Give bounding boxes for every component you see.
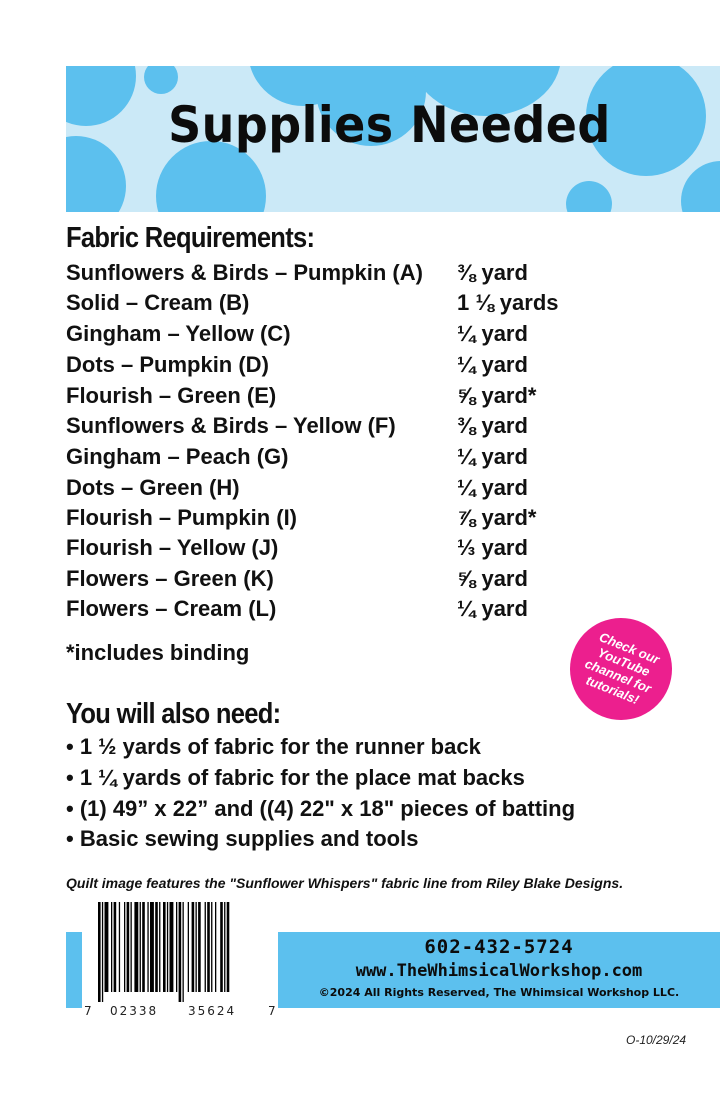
fabric-name: Sunflowers & Birds – Yellow (F) [66,413,396,438]
fabric-amount: ¼ yard [457,596,528,621]
fabric-amount: ⅜ yard [457,413,528,438]
list-item: • 1 ½ yards of fabric for the runner back [66,734,481,759]
fabric-amount: ¼ yard [457,321,528,346]
fabric-name: Flourish – Green (E) [66,383,277,408]
fabric-amount: ¼ yard [457,352,528,377]
barcode-digit: 35624 [188,1004,237,1018]
fabric-name: Flourish – Pumpkin (I) [66,505,298,530]
phone-number: 602-432-5724 [424,936,574,958]
contact-panel [278,932,720,1008]
list-item: • (1) 49” x 22” and ((4) 22" x 18" pieces of batting [66,796,576,821]
youtube-badge[interactable] [555,603,688,736]
fabric-requirements-heading: Fabric Requirements: [66,222,315,254]
barcode [82,898,278,1028]
fabric-credit: Quilt image features the "Sunflower Whispers" fabric line from Riley Blake Designs. [66,875,624,891]
fabric-amount: ¼ yard [457,475,528,500]
fabric-name: Flowers – Cream (L) [66,596,277,621]
badge-text: Check our YouTube channel for tutorials! [582,629,662,708]
fabric-name: Gingham – Peach (G) [66,444,289,469]
fabric-amount: ⅝ yard* [457,383,537,408]
fabric-name: Gingham – Yellow (C) [66,321,291,346]
barcode-bars [94,902,266,1002]
fabric-name: Flowers – Green (K) [66,566,274,591]
fabric-name: Solid – Cream (B) [66,290,250,315]
fabric-name: Sunflowers & Birds – Pumpkin (A) [66,260,423,285]
fabric-amount: 1 ⅛ yards [457,290,559,315]
list-item: • 1 ¼ yards of fabric for the place mat backs [66,765,525,790]
barcode-digit: 7 [268,1004,276,1018]
polka-dot [681,161,720,212]
barcode-digit: 7 [84,1004,92,1018]
fabric-name: Dots – Pumpkin (D) [66,352,269,377]
binding-footnote: *includes binding [66,640,250,665]
fabric-name: Flourish – Yellow (J) [66,535,279,560]
polka-dot [566,181,612,212]
fabric-amount: ⅜ yard [457,260,528,285]
fabric-name: Dots – Green (H) [66,475,240,500]
page-title: Supplies Needed [168,96,611,154]
copyright: ©2024 All Rights Reserved, The Whimsical Workshop LLC. [318,986,680,999]
website-link[interactable]: www.TheWhimsicalWorkshop.com [355,961,643,981]
accent-bar [66,932,82,1008]
fabric-amount: ⅓ yard [457,535,528,560]
fabric-amount: ¼ yard [457,444,528,469]
also-need-heading: You will also need: [66,698,281,730]
list-item: • Basic sewing supplies and tools [66,826,419,851]
fabric-amount: ⅞ yard* [457,505,537,530]
print-code: O-10/29/24 [626,1033,687,1047]
fabric-amount: ⅝ yard [457,566,528,591]
polka-dot [144,66,178,94]
barcode-digit: 02338 [110,1004,159,1018]
